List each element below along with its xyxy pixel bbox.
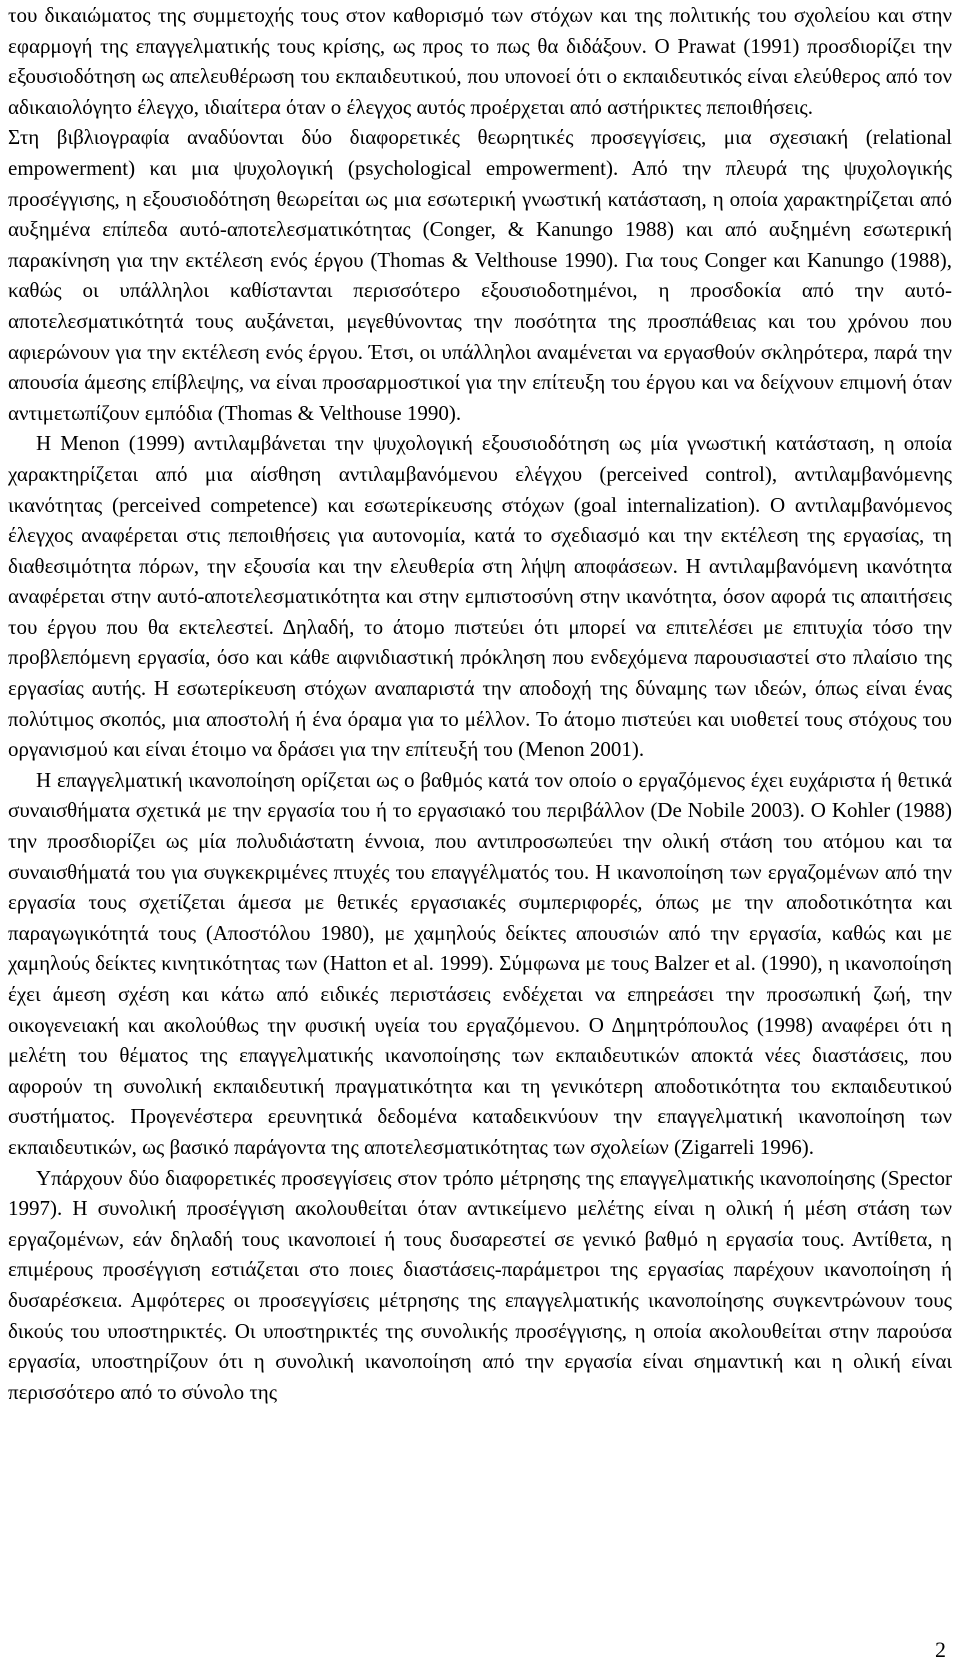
paragraph-5: Υπάρχουν δύο διαφορετικές προσεγγίσεις στον τρόπο μέτρησης της επαγγελματικής ικανοποίησης (Spector 1997). Η συνολική προσέγγιση ακολουθείται όταν αντικείμενο μελέτης είναι η ολική ή μέση στάση των εργαζομένων, εάν δηλαδή τους ικανοποιεί ή τους δυσαρεστεί σε γενικό βαθμό η εργασία τους. Αντίθετα, η επιμέρους προσέγγιση εστιάζεται στο ποιες διαστάσεις-παράμετροι της εργασίας παρέχουν ικανοποίηση ή δυσαρέσκεια. Αμφότερες οι προσεγγίσεις μέτρησης της επαγγελματικής ικανοποίησης συγκεντρώνουν τους δικούς του υποστηρικτές. Οι υποστηρικτές της συνολικής προσέγγισης, η οποία ακολουθείται στην παρούσα εργασία, υποστηρίζουν ότι η συνολική ικανοποίηση από την εργασία είναι σημαντική και η ολική είναι περισσότερο από το σύνολο της xyxy=(8,1165,952,1404)
paragraph-4: Η επαγγελματική ικανοποίηση ορίζεται ως ο βαθμός κατά τον οποίο ο εργαζόμενος έχει ευχάριστα ή θετικά συναισθήματα σχετικά με την εργασία του ή το εργασιακό του περιβάλλον (De Nobile 2003). Ο Kohler (1988) την προσδιορίζει ως μία πολυδιάστατη έννοια, που αντιπροσωπεύει την ολική στάση του ατόμου και τα συναισθήματά του για συγκεκριμένες πτυχές του επαγγέλματός του. Η ικανοποίηση των εργαζομένων από την εργασία τους σχετίζεται άμεσα με θετικές εργασιακές συμπεριφορές, όπως με την αποδοτικότητα και παραγωγικότητά τους (Αποστόλου 1980), με χαμηλούς δείκτες απουσιών από την εργασία, καθώς και με χαμηλούς δείκτες κινητικότητας των (Hatton et al. 1999). Σύμφωνα με τους Balzer et al. (1990), η ικανοποίηση έχει άμεση σχέση και κάτω από ειδικές περιστάσεις ενδέχεται να επηρεάσει την προσωπική ζωή, την οικογενειακή και ακολούθως την φυσική υγεία του εργαζόμενου. Ο Δημητρόπουλος (1998) αναφέρει ότι η μελέτη του θέματος της επαγγελματικής ικανοποίησης των εκπαιδευτικών αποκτά νέες διαστάσεις, που αφορούν τη συνολική εκπαιδευτική πραγματικότητα και τη γενικότερη αποδοτικότητα του εκπαιδευτικού συστήματος. Προγενέστερα ερευνητικά δεδομένα καταδεικνύουν την επαγγελματική ικανοποίηση των εκπαιδευτικών, ως βασικό παράγοντα της αποτελεσματικότητας των σχολείων (Zigarreli 1996). xyxy=(8,767,952,1159)
document-body xyxy=(8,0,952,1407)
paragraph-3: Η Menon (1999) αντιλαμβάνεται την ψυχολογική εξουσιοδότηση ως μία γνωστική κατάσταση, η οποία χαρακτηρίζεται από μια αίσθηση αντιλαμβανόμενου ελέγχου (perceived control), αντιλαμβανόμενης ικανότητας (perceived competence) και εσωτερίκευσης στόχων (goal internalization). Ο αντιλαμβανόμενος έλεγχος αναφέρεται στις πεποιθήσεις για αυτονομία, κατά το σχεδιασμό και την εκτέλεση της εργασίας, τη διαθεσιμότητα πόρων, την εξουσία και την ελευθερία στη λήψη αποφάσεων. Η αντιλαμβανόμενη ικανότητα αναφέρεται στην αυτό-αποτελεσματικότητα και στην εμπιστοσύνη στην ικανότητα, όσον αφορά τις απαιτήσεις του έργου που θα εκτελεστεί. Δηλαδή, το άτομο πιστεύει ότι μπορεί να επιτελέσει με επιτυχία τόσο την προβλεπόμενη εργασία, όσο και κάθε αιφνιδιαστική πρόκληση που ενδεχόμενα παρουσιαστεί στο πλαίσιο της εργασίας αυτής. Η εσωτερίκευση στόχων αναπαριστά την αποδοχή της δύναμης των ιδεών, όπως είναι ένας πολύτιμος σκοπός, μια αποστολή ή ένα όραμα για το μέλλον. Το άτομο πιστεύει και υιοθετεί τους στόχους του οργανισμού και είναι έτοιμο να δράσει για την επίτευξή του (Menon 2001). xyxy=(8,431,952,762)
paragraph-2: Στη βιβλιογραφία αναδύονται δύο διαφορετικές θεωρητικές προσεγγίσεις, μια σχεσιακή (relational empowerment) και μια ψυχολογική (psychological empowerment). Από την πλευρά της ψυχολογικής προσέγγισης, η εξουσιοδότηση θεωρείται ως μια εσωτερική γνωστική κατάσταση, η οποία χαρακτηρίζεται από αυξημένα επίπεδα αυτό-αποτελεσματικότητας (Conger, & Kanungo 1988) και από αυξημένη εσωτερική παρακίνηση για την εκτέλεση ενός έργου (Thomas & Velthouse 1990). Για τους Conger και Kanungo (1988), καθώς οι υπάλληλοι καθίστανται περισσότερο εξουσιοδοτημένοι, η προσδοκία από την αυτό-αποτελεσματικότητά τους αυξάνεται, μεγεθύνοντας την ποσότητα της προσπάθειας και του χρόνου που αφιερώνουν για την εκτέλεση ενός έργου. Έτσι, οι υπάλληλοι αναμένεται να εργασθούν σκληρότερα, παρά την απουσία άμεσης επίβλεψης, να είναι προσαρμοστικοί για την επίτευξη του έργου και να δείχνουν επιμονή όταν αντιμετωπίζουν εμπόδια (Thomas & Velthouse 1990). xyxy=(8,125,952,425)
page-number: 2 xyxy=(935,1637,946,1662)
paragraph-1: του δικαιώματος της συμμετοχής τους στον καθορισμό των στόχων και της πολιτικής του σχολείου και στην εφαρμογή της επαγγελματικής τους κρίσης, ως προς το πως θα διδάξουν. Ο Prawat (1991) προσδιορίζει την εξουσιοδότηση ως απελευθέρωση του εκπαιδευτικού, που υπονοεί ότι ο εκπαιδευτικός είναι ελεύθερος από τον αδικαιολόγητο έλεγχο, ιδιαίτερα όταν ο έλεγχος αυτός προέρχεται από αστήρικτες πεποιθήσεις. xyxy=(8,3,952,119)
